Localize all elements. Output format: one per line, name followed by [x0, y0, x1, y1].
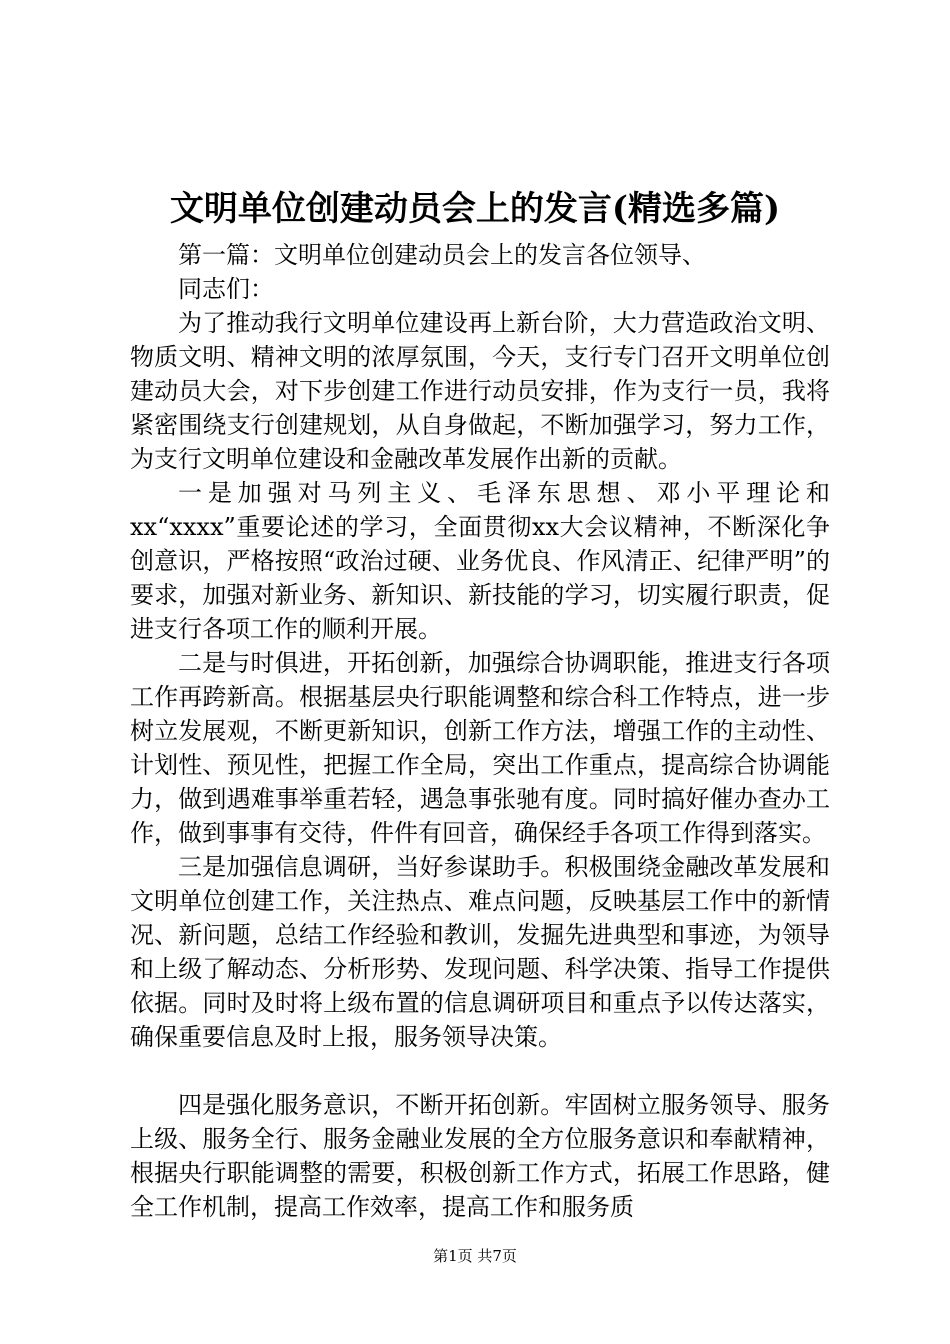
paragraph-point-1: 一是加强对马列主义、毛泽东思想、邓小平理论和xx“xxxx”重要论述的学习，全面贯彻xx大会议精神，不断深化争创意识，严格按照“政治过硬、业务优良、作风清正、纪律严明”的要求，加强对新业务、新知识、新技能的学习，切实履行职责，促进支行各项工作的顺利开展。 — [130, 479, 830, 643]
page-number-footer: 第1页 共7页 — [433, 1247, 517, 1265]
paragraph-point-3: 三是加强信息调研，当好参谋助手。积极围绕金融改革发展和文明单位创建工作，关注热点、难点问题，反映基层工作中的新情况、新问题，总结工作经验和教训，发掘先进典型和事迹，为领导和上级了解动态、分析形势、发现问题、科学决策、指导工作提供依据。同时及时将上级布置的信息调研项目和重点予以传达落实，确保重要信息及时上报，服务领导决策。 — [130, 853, 830, 1051]
paragraph-intro: 为了推动我行文明单位建设再上新台阶，大力营造政治文明、物质文明、精神文明的浓厚氛围，今天，支行专门召开文明单位创建动员大会，对下步创建工作进行动员安排，作为支行一员，我将紧密围绕支行创建规划，从自身做起，不断加强学习，努力工作，为支行文明单位建设和金融改革发展作出新的贡献。 — [130, 309, 830, 473]
paragraph-salutation: 同志们： — [178, 275, 274, 303]
document-body — [130, 238, 830, 1224]
document-title: 文明单位创建动员会上的发言(精选多篇) — [169, 189, 781, 229]
paragraph-heading: 第一篇：文明单位创建动员会上的发言各位领导、 — [178, 241, 706, 269]
paragraph-point-4: 四是强化服务意识，不断开拓创新。牢固树立服务领导、服务上级、服务全行、服务金融业发展的全方位服务意识和奉献精神，根据央行职能调整的需要，积极创新工作方式，拓展工作思路，健全工作机制，提高工作效率，提高工作和服务质 — [130, 1091, 830, 1221]
paragraph-point-2: 二是与时俱进，开拓创新，加强综合协调职能，推进支行各项工作再跨新高。根据基层央行职能调整和综合科工作特点，进一步树立发展观，不断更新知识，创新工作方法，增强工作的主动性、计划性、预见性，把握工作全局，突出工作重点，提高综合协调能力，做到遇难事举重若轻，遇急事张驰有度。同时搞好催办查办工作，做到事事有交待，件件有回音，确保经手各项工作得到落实。 — [130, 649, 830, 847]
